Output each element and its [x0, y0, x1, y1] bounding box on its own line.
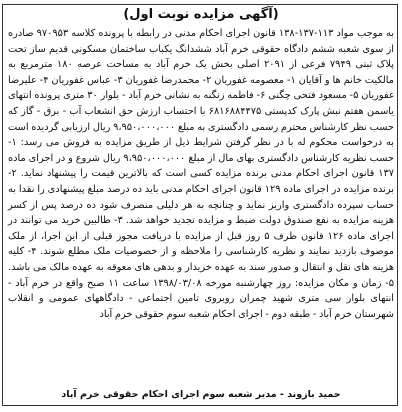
notice-signature: حمید بازوند - مدیر شعبه سوم اجرای احکام حقوقی خرم آباد: [61, 389, 341, 400]
notice-title: (آگهی مزایده نوبت اول): [123, 7, 279, 22]
notice-body: به موجب مواد ۱۱۳-۱۳۷-۱۳۸ قانون اجرای احکام مدنی در رابطه با پرونده کلاسه ۹۷۰۹۵۳ صادره از سوی شعبه ششم دادگاه حقوقی خرم آباد ششدانگ یکباب ساختمان مسکونی قدیم ساز تحت پلاک ثبتی ۷۹۴۹ فرعی از ۲۰۹۱ اصلی بخش یک خرم آباد به مساحت عرصه ۱۸۰ مترمربع به مالکیت خانم ها و آقایان ۱- معصومه غفوریان ۲- محمدرضا غفوریان ۳- عباس غفوریان ۴- علیرضا غفوریان ۵- مسعود فتحی چگنی ۶- فاطمه زنگنه به نشانی خرم آباد - بلوار ۳۰ متری پرونده انتهای یاسمن هفتم نبش پارک کدپستی ۶۸۱۶۸۸۴۴۷۵ با احتساب ارزش حق انشعاب آب - برق - گاز که حسب نظر کارشناس محترم رسمی دادگستری به مبلغ ۹،۹۵۰،۰۰۰،۰۰۰ ریال ارزیابی گردیده است به درخواست محکوم له با در نظر گرفتن شرایط ذیل از طریق مزایده به فروش می رسد: ۱- حسب نظریه کارشناس دادگستری بهای مال از مبلغ ۹،۹۵۰،۰۰۰،۰۰۰ ریال شروع و در اجرای ماده ۱۳۷ قانون اجرای احکام مدنی برنده مزایده کسی است که بالاترین قیمت را پیشنهاد نماید. ۲- برنده مزایده در اجرای ماده ۱۲۹ قانون اجرای احکام مدنی باید ده درصد مبلغ پیشنهادی را نقدا به حساب سپرده دادگستری واریز نماید و چنانچه به هر دلیلی منصرف شود ده درصد پس از کسر هزینه مزایده به نفع صندوق دولت ضبط و مزایده تجدید خواهد شد. ۳- طالبین خرید می توانند در اجرای ماده ۱۲۶ قانون ظرف ۵ روز قبل از مزایده با دریافت مجوز قبلی از این اجرا، از ملک موصوف بازدید نمایند و نظریه کارشناسی را ملاحظه و از خصوصیات ملک مطلع شوند. ۴- کلیه هزینه های نقل و انتقال و صدور سند به عهده خریدار و بدهی های معوقه به عهده مالک می باشد. ۵- زمان و مکان مزایده: روز چهارشنبه مورخه ۱۳۹۸/۰۳/۰۸ ساعت ۱۱ صبح واقع در خرم آباد - انتهای بلوار سی متری شهید چمران روبروی تامین اجتماعی - دادگاههای عمومی و انقلاب شهرستان خرم آباد - طبقه دوم - اجرای احکام شعبه سوم حقوقی خرم آباد: [8, 28, 395, 320]
